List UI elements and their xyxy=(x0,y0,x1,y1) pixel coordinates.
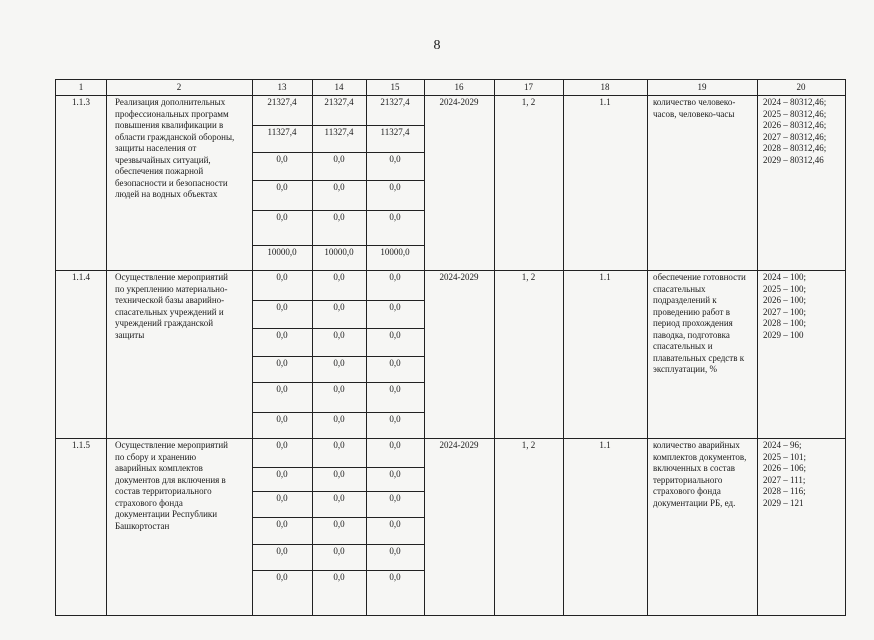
finance-value: 0,0 xyxy=(333,182,345,192)
finance-value: 0,0 xyxy=(333,546,345,556)
finance-value: 0,0 xyxy=(276,154,288,164)
measure-name: Осуществление мероприятий по укреплению материально- технической базы аварийно- спасательных учреждений и учреждений гражданской защиты xyxy=(115,272,228,340)
finance-value: 0,0 xyxy=(333,440,345,450)
finance-value: 10000,0 xyxy=(267,247,297,257)
finance-value: 0,0 xyxy=(389,302,401,312)
column-divider xyxy=(366,80,367,615)
period: 2024-2029 xyxy=(439,97,479,107)
finance-value: 0,0 xyxy=(276,519,288,529)
finance-value: 0,0 xyxy=(276,440,288,450)
finance-value: 0,0 xyxy=(333,358,345,368)
column-18-value: 1.1 xyxy=(599,97,611,107)
column-header: 20 xyxy=(796,82,806,92)
program-table xyxy=(55,79,846,616)
column-header: 13 xyxy=(277,82,287,92)
finance-value: 21327,4 xyxy=(324,97,354,107)
column-header: 18 xyxy=(600,82,610,92)
finance-value: 0,0 xyxy=(276,302,288,312)
finance-value: 0,0 xyxy=(389,414,401,424)
finance-subrow-divider xyxy=(252,125,424,126)
period: 2024-2029 xyxy=(439,272,479,282)
finance-value: 0,0 xyxy=(389,469,401,479)
finance-value: 0,0 xyxy=(389,358,401,368)
finance-value: 11327,4 xyxy=(380,127,410,137)
finance-value: 11327,4 xyxy=(267,127,297,137)
finance-value: 0,0 xyxy=(276,546,288,556)
finance-value: 21327,4 xyxy=(380,97,410,107)
finance-value: 0,0 xyxy=(276,272,288,282)
finance-subrow-divider xyxy=(252,544,424,545)
finance-value: 0,0 xyxy=(333,154,345,164)
finance-value: 21327,4 xyxy=(267,97,297,107)
finance-value: 0,0 xyxy=(333,272,345,282)
finance-value: 0,0 xyxy=(276,414,288,424)
column-17-value: 1, 2 xyxy=(521,440,536,450)
indicator-values: 2024 – 80312,46; 2025 – 80312,46; 2026 – 80312,46; 2027 – 80312,46; 2028 – 80312,46; 2029 – 80312,46 xyxy=(763,97,827,165)
finance-value: 10000,0 xyxy=(380,247,410,257)
finance-subrow-divider xyxy=(252,467,424,468)
row-number: 1.1.4 xyxy=(72,272,90,282)
column-18-value: 1.1 xyxy=(599,440,611,450)
finance-value: 0,0 xyxy=(276,493,288,503)
finance-value: 0,0 xyxy=(333,493,345,503)
period: 2024-2029 xyxy=(439,440,479,450)
column-17-value: 1, 2 xyxy=(521,97,536,107)
indicator-values: 2024 – 96; 2025 – 101; 2026 – 106; 2027 – 111; 2028 – 116; 2029 – 121 xyxy=(763,440,807,508)
finance-value: 0,0 xyxy=(333,572,345,582)
finance-subrow-divider xyxy=(252,180,424,181)
finance-value: 0,0 xyxy=(389,182,401,192)
finance-value: 10000,0 xyxy=(324,247,354,257)
finance-subrow-divider xyxy=(252,491,424,492)
column-header: 19 xyxy=(697,82,707,92)
row-number: 1.1.5 xyxy=(72,440,90,450)
finance-subrow-divider xyxy=(252,300,424,301)
finance-subrow-divider xyxy=(252,382,424,383)
column-divider xyxy=(106,80,107,615)
finance-subrow-divider xyxy=(252,210,424,211)
column-divider xyxy=(563,80,564,615)
finance-subrow-divider xyxy=(252,570,424,571)
finance-value: 0,0 xyxy=(276,182,288,192)
indicator-values: 2024 – 100; 2025 – 100; 2026 – 100; 2027 – 100; 2028 – 100; 2029 – 100 xyxy=(763,272,807,340)
finance-value: 0,0 xyxy=(276,330,288,340)
column-divider xyxy=(757,80,758,615)
header-divider xyxy=(56,95,845,96)
column-18-value: 1.1 xyxy=(599,272,611,282)
finance-value: 0,0 xyxy=(276,384,288,394)
finance-value: 0,0 xyxy=(333,330,345,340)
finance-value: 0,0 xyxy=(333,414,345,424)
row-divider xyxy=(56,270,845,271)
finance-value: 0,0 xyxy=(276,469,288,479)
column-header: 15 xyxy=(390,82,400,92)
indicator-name: обеспечение готовности спасательных подразделений к проведению работ в период прохождения паводка, подготовка спасательных и плавательных средств к эксплуатации, % xyxy=(653,272,746,374)
finance-subrow-divider xyxy=(252,517,424,518)
finance-subrow-divider xyxy=(252,328,424,329)
page-number: 8 xyxy=(433,38,441,53)
indicator-name: количество человеко- часов, человеко-часы xyxy=(653,97,736,119)
finance-subrow-divider xyxy=(252,356,424,357)
column-divider xyxy=(647,80,648,615)
column-divider xyxy=(312,80,313,615)
finance-value: 0,0 xyxy=(389,330,401,340)
column-divider xyxy=(252,80,253,615)
finance-subrow-divider xyxy=(252,152,424,153)
finance-value: 0,0 xyxy=(389,440,401,450)
column-header: 17 xyxy=(524,82,533,92)
finance-value: 0,0 xyxy=(276,212,288,222)
column-header: 1 xyxy=(78,82,84,92)
finance-value: 0,0 xyxy=(333,519,345,529)
row-number: 1.1.3 xyxy=(72,97,90,107)
column-17-value: 1, 2 xyxy=(521,272,536,282)
finance-value: 0,0 xyxy=(333,302,345,312)
finance-value: 0,0 xyxy=(276,572,288,582)
row-divider xyxy=(56,438,845,439)
finance-value: 0,0 xyxy=(389,546,401,556)
finance-value: 0,0 xyxy=(333,212,345,222)
finance-value: 0,0 xyxy=(389,493,401,503)
finance-value: 0,0 xyxy=(389,272,401,282)
finance-value: 0,0 xyxy=(389,212,401,222)
finance-value: 0,0 xyxy=(389,384,401,394)
finance-value: 0,0 xyxy=(276,358,288,368)
finance-value: 11327,4 xyxy=(324,127,354,137)
measure-name: Реализация дополнительных профессиональных программ повышения квалификации в области гражданской обороны, защиты населения от чрезвычайных ситуаций, обеспечения пожарной безопасности и безопасности людей на водных объектах xyxy=(115,97,235,199)
column-header: 16 xyxy=(454,82,464,92)
column-header: 14 xyxy=(334,82,344,92)
finance-value: 0,0 xyxy=(333,469,345,479)
finance-value: 0,0 xyxy=(389,154,401,164)
finance-value: 0,0 xyxy=(333,384,345,394)
column-header: 2 xyxy=(176,82,182,92)
column-divider xyxy=(494,80,495,615)
finance-value: 0,0 xyxy=(389,572,401,582)
measure-name: Осуществление мероприятий по сбору и хранению аварийных комплектов документов для включения в состав территориального страхового фонда документации Республики Башкортостан xyxy=(115,440,228,531)
finance-subrow-divider xyxy=(252,245,424,246)
finance-value: 0,0 xyxy=(389,519,401,529)
column-divider xyxy=(424,80,425,615)
finance-subrow-divider xyxy=(252,412,424,413)
indicator-name: количество аварийных комплектов документов, включенных в состав территориального страхового фонда документации РБ, ед. xyxy=(653,440,747,508)
